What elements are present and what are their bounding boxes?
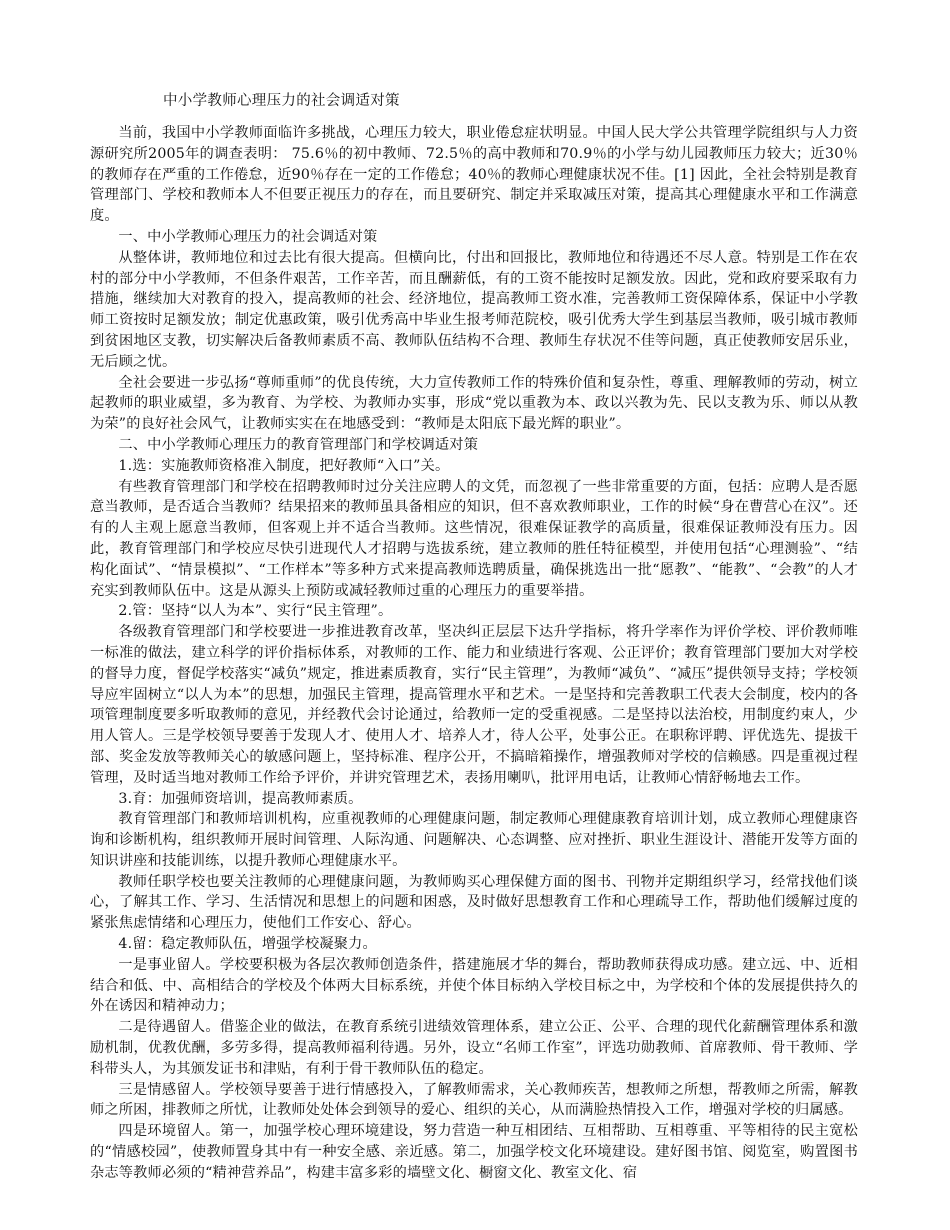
subheading-educate: 3.育：加强师资培训，提高教师素质。: [118, 790, 363, 807]
document-body: [90, 123, 858, 1184]
intro-paragraph: 当前，我国中小学教师面临许多挑战，心理压力较大，职业倦怠症状明显。中国人民大学公共管理学院组织与人力资源研究所2005年的调查表明： 75.6％的初中教师、72.5％的高中教师和70.9％的小学与幼儿园教师压力较大；近30％的教师存在严重的工作倦怠，近90％存在一定的工作倦怠；40％的教师心理健康状况不佳。[1] 因此，全社会特别是教育管理部门、学校和教师本人不但要正视压力的存在，而且要研究、制定并采取减压对策，提高其心理健康水平和工作满意度。: [90, 125, 858, 225]
paragraph: 有些教育管理部门和学校在招聘教师时过分关注应聘人的文凭，而忽视了一些非常重要的方面，包括：应聘人是否愿意当教师，是否适合当教师？结果招来的教师虽具备相应的知识，但不喜欢教师职业，工作的时候“身在曹营心在汉”。还有的人主观上愿意当教师，但客观上并不适合当教师。这些情况，很难保证教学的高质量，很难保证教师没有压力。因此，教育管理部门和学校应尽快引进现代人才招聘与选拔系统，建立教师的胜任特征模型，并使用包括“心理测验”、“结构化面试”、“情景模拟”、“工作样本”等多种方式来提高教师选聘质量，确保挑选出一批“愿教”、“能教”、“会教”的人才充实到教师队伍中。这是从源头上预防或减轻教师过重的心理压力的重要举措。: [90, 478, 858, 599]
paragraph: 全社会要进一步弘扬“尊师重师”的优良传统，大力宣传教师工作的特殊价值和复杂性，尊重、理解教师的劳动，树立起教师的职业威望，多为教育、为学校、为教师办实事，形成“党以重教为本、政以兴教为先、民以支教为乐、师以从教为荣”的良好社会风气，让教师实实在在地感受到：“教师是太阳底下最光辉的职业”。: [90, 374, 858, 433]
paragraph: 教师任职学校也要关注教师的心理健康问题，为教师购买心理保健方面的图书、刊物并定期组织学习，经常找他们谈心，了解其工作、学习、生活情况和思想上的问题和困惑，及时做好思想教育工作和心理疏导工作，帮助他们缓解过度的紧张焦虑情绪和心理压力，使他们工作安心、舒心。: [90, 873, 858, 932]
subheading-manage: 2.管：坚持“以人为本”、实行“民主管理”。: [118, 603, 393, 620]
paragraph: 四是环境留人。第一，加强学校心理环境建设，努力营造一种互相团结、互相帮助、互相尊重、平等相待的民主宽松的“情感校园”，使教师置身其中有一种安全感、亲近感。第二，加强学校文化环境建设。建好图书馆、阅览室，购置图书杂志等教师必须的“精神营养品”，构建丰富多彩的墙壁文化、橱窗文化、教室文化、宿: [90, 1123, 858, 1181]
paragraph: 各级教育管理部门和学校要进一步推进教育改革，坚决纠正层层下达升学指标，将升学率作为评价学校、评价教师唯一标准的做法，建立科学的评价指标体系，对教师的工作、能力和业绩进行客观、公正评价；教育管理部门要加大对学校的督导力度，督促学校落实“减负”规定，推进素质教育，实行“民主管理”，为教师“减负”、“减压”提供领导支持；学校领导应牢固树立“以人为本”的思想，加强民主管理，提高管理水平和艺术。一是坚持和完善教职工代表大会制度，校内的各项管理制度要多听取教师的意见，并经教代会讨论通过，给教师一定的受重视感。二是坚持以法治校，用制度约束人，少用人管人。三是学校领导要善于发现人才、使用人才、培养人才，待人公平，处事公正。在职称评聘、评优选先、提拔干部、奖金发放等教师关心的敏感问题上，坚持标准、程序公开，不搞暗箱操作，增强教师对学校的信赖感。四是重视过程管理，及时适当地对教师工作给予评价，并讲究管理艺术，表扬用喇叭，批评用电话，让教师心情舒畅地去工作。: [90, 624, 858, 786]
document-title: 中小学教师心理压力的社会调适对策: [163, 93, 400, 109]
paragraph: 三是情感留人。学校领导要善于进行情感投入，了解教师需求，关心教师疾苦，想教师之所想，帮教师之所需，解教师之所困，排教师之所忧，让教师处处体会到领导的爱心、组织的关心，从而满脸热情投入工作，增强对学校的归属感。: [90, 1081, 858, 1119]
subheading-retain: 4.留：稳定教师队伍，增强学校凝聚力。: [118, 936, 377, 953]
section-heading-2: 二、中小学教师心理压力的教育管理部门和学校调适对策: [118, 436, 479, 453]
section-heading-1: 一、中小学教师心理压力的社会调适对策: [118, 228, 378, 245]
paragraph: 教育管理部门和教师培训机构，应重视教师的心理健康问题，制定教师心理健康教育培训计划，成立教师心理健康咨询和诊断机构，组织教师开展时间管理、人际沟通、问题解决、心态调整、应对挫折、职业生涯设计、潜能开发等方面的知识讲座和技能训练，以提升教师心理健康水平。: [90, 811, 858, 869]
subheading-select: 1.选：实施教师资格准入制度，把好教师“入口”关。: [118, 457, 450, 474]
paragraph: 二是待遇留人。借鉴企业的做法，在教育系统引进绩效管理体系，建立公正、公平、合理的现代化薪酬管理体系和激励机制，优教优酬，多劳多得，提高教师福利待遇。另外，设立“名师工作室”，评选功勋教师、首席教师、骨干教师、学科带头人，为其颁发证书和津贴，有利于骨干教师队伍的稳定。: [90, 1019, 858, 1077]
paragraph: 从整体讲，教师地位和过去比有很大提高。但横向比，付出和回报比，教师地位和待遇还不尽人意。特别是工作在农村的部分中小学教师，不但条件艰苦，工作辛苦，而且酬薪低，有的工资不能按时足额发放。因此，党和政府要采取有力措施，继续加大对教育的投入，提高教师的社会、经济地位，提高教师工资水准，完善教师工资保障体系，保证中小学教师工资按时足额发放；制定优惠政策，吸引优秀高中毕业生报考师范院校，吸引优秀大学生到基层当教师，吸引城市教师到贫困地区支教，切实解决后备教师素质不高、教师队伍结构不合理、教师生存状况不佳等问题，真正使教师安居乐业，无后顾之忧。: [90, 249, 858, 370]
paragraph: 一是事业留人。学校要积极为各层次教师创造条件，搭建施展才华的舞台，帮助教师获得成功感。建立远、中、近相结合和低、中、高相结合的学校及个体两大目标系统，并使个体目标纳入学校目标之中，为学校和个体的发展提供持久的外在诱因和精神动力；: [90, 956, 858, 1015]
